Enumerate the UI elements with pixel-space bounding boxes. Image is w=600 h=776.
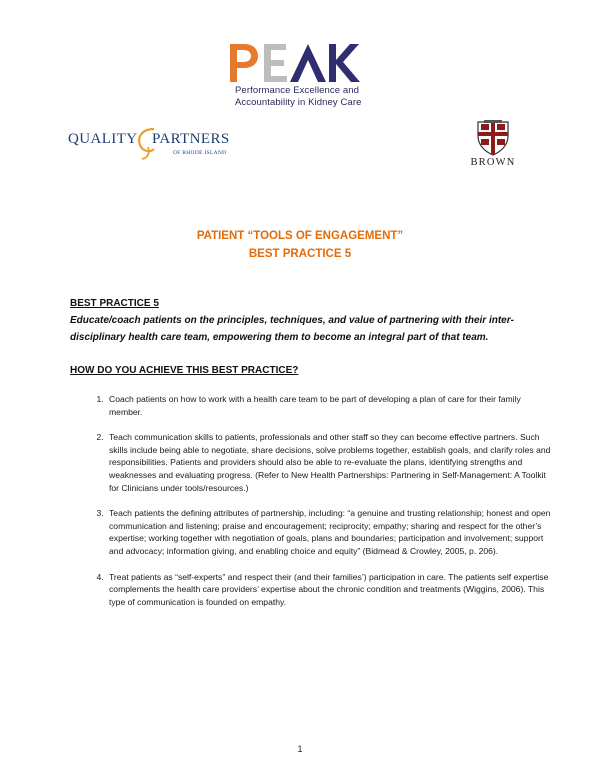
practice-item-4: 4. Treat patients as “self-experts” and respect their (and their families’) participation in care. The patients self expertise complements the health care providers’ expertise about the chronic condition and treatments (Wiggins, 2006). This type of communication is founded on empathy. (106, 571, 556, 609)
practices-list (84, 393, 556, 621)
practice-item-3: 3. Teach patients the defining attributes of partnership, including: “a genuine and trusting relationship; honest and open communication and listening; praise and encouragement; reciprocity; empathy; sharing and respect for the other’s expertise; working together with negotiation of goals, plans and boundaries; participation and involvement; support and advocacy; information giving, and enabling choice and equity” (Bidmead & Crowley, 2005, p. 206). (106, 507, 556, 557)
peak-tagline-line2: Accountability in Kidney Care (235, 97, 362, 108)
brown-wordmark: BROWN (470, 157, 516, 168)
quality-partners-logo (68, 128, 228, 162)
brown-logo (462, 120, 524, 172)
best-practice-description: Educate/coach patients on the principles, techniques, and value of partnering with their inter-disciplinary health care team, empowering them to become an integral part of that team. (70, 315, 514, 343)
title-line-2: BEST PRACTICE 5 (248, 248, 352, 260)
qp-quality-text: QUALITY (68, 131, 138, 147)
best-practice-heading: BEST PRACTICE 5 (70, 298, 159, 309)
title-line-1: PATIENT “TOOLS OF ENGAGEMENT” (196, 230, 404, 242)
page-number: 1 (297, 744, 303, 754)
peak-tagline-line1: Performance Excellence and (235, 85, 360, 96)
practice-item-2: 2. Teach communication skills to patients, professionals and other staff so they can become effective partners. Such skills include being able to negotiate, share decisions, solve problems together, establish goals, and clarify roles and responsibilities. Patients and providers should also be able to re-evaluate the plans, identifying strengths and weaknesses and evaluating progress. (Refer to New Health Partnerships: Partnering in Self-Management: A Toolkit for Clinicians under tools/resources.) (106, 431, 556, 494)
brown-shield-icon (476, 120, 510, 156)
peak-logo (226, 40, 376, 112)
qp-partners-text: PARTNERS (152, 131, 230, 147)
peak-tagline (235, 85, 385, 109)
peak-wordmark-graphic (226, 40, 360, 84)
document-title (0, 227, 600, 263)
how-to-achieve-heading: HOW DO YOU ACHIEVE THIS BEST PRACTICE? (70, 365, 299, 376)
qp-location-text: OF RHODE ISLAND (173, 150, 227, 156)
practice-item-1: 1. Coach patients on how to work with a health care team to be part of developing a plan of care for their family member. (106, 393, 556, 418)
